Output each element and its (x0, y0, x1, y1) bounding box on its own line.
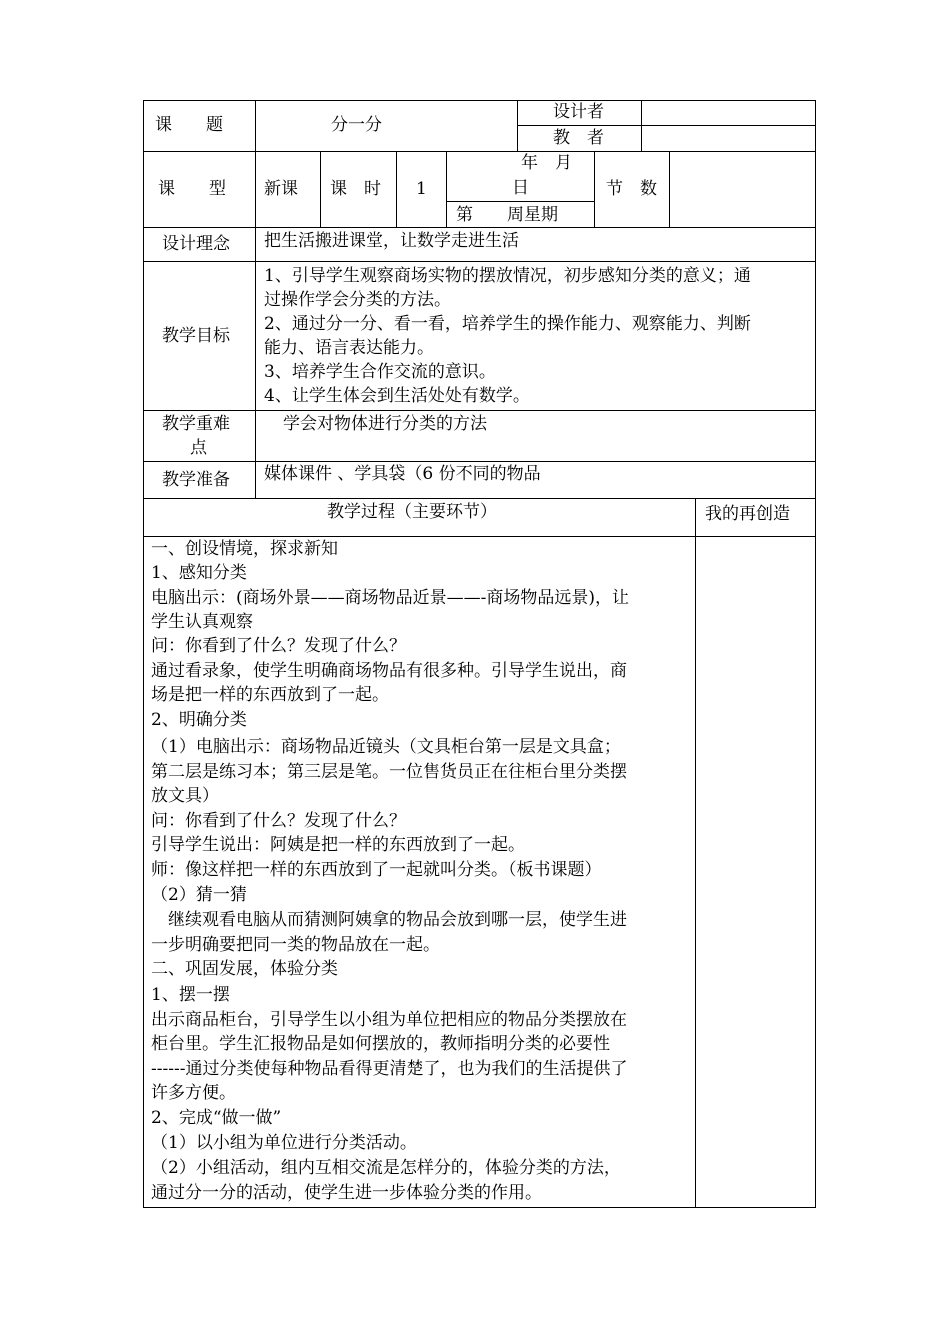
process-line: 出示商品柜台，引导学生以小组为单位把相应的物品分类摆放在 (151, 1010, 627, 1030)
rule-row2-bottom (143, 227, 816, 228)
section-label: 节 数 (606, 179, 657, 199)
process-line: 许多方便。 (151, 1083, 236, 1103)
rule-left (143, 100, 144, 1208)
process-line: 2、完成“做一做” (151, 1108, 282, 1128)
process-line: 2、明确分类 (151, 710, 247, 730)
process-line: 引导学生说出：阿姨是把一样的东西放到了一起。 (151, 835, 525, 855)
objective-line: 4、让学生体会到生活处处有数学。 (264, 386, 530, 406)
rule-row3-bottom (143, 261, 816, 262)
period-value: 1 (416, 179, 427, 199)
date-year-month: 年 月 (521, 153, 572, 173)
objective-line: 3、培养学生合作交流的意识。 (264, 362, 496, 382)
rule-bottom (143, 1207, 816, 1208)
design-concept-value: 把生活搬进课堂，让数学走进生活 (264, 231, 519, 251)
period-label: 课 时 (330, 179, 381, 199)
design-concept-label: 设计理念 (162, 234, 230, 254)
process-line: 学生认真观察 (151, 612, 253, 632)
rule-designer-right (641, 100, 642, 151)
key-points-label-line2: 点 (190, 438, 207, 458)
lesson-type-value: 新课 (264, 179, 298, 199)
date-day: 日 (512, 178, 529, 198)
rule-date-section (594, 151, 595, 227)
process-line: 通过分一分的活动，使学生进一步体验分类的作用。 (151, 1183, 542, 1203)
objective-line: 能力、语言表达能力。 (264, 338, 434, 358)
rule-row1-bottom (143, 151, 816, 152)
objective-line: 1、引导学生观察商场实物的摆放情况，初步感知分类的意义；通 (264, 266, 751, 286)
process-line: 第二层是练习本；第三层是笔。一位售货员正在往柜台里分类摆 (151, 762, 627, 782)
process-line: 师：像这样把一样的东西放到了一起就叫分类。（板书课题） (151, 860, 602, 880)
rule-label-col (255, 100, 256, 498)
topic-value: 分一分 (331, 115, 382, 135)
process-line: 场是把一样的东西放到了一起。 (151, 685, 389, 705)
rule-date-week (446, 201, 594, 202)
preparation-value: 媒体课件 、学具袋（6 份不同的物品 (264, 464, 541, 484)
preparation-label: 教学准备 (162, 470, 230, 490)
process-line: 1、摆一摆 (151, 985, 230, 1005)
rule-top (143, 100, 816, 101)
teacher-label: 教 者 (553, 128, 604, 148)
process-line: （1）电脑出示：商场物品近镜头（文具柜台第一层是文具盒； (151, 737, 621, 757)
rule-row6-bottom (143, 498, 816, 499)
process-line: 放文具） (151, 786, 219, 806)
rule-section-value (669, 151, 670, 227)
process-line: （2）小组活动，组内互相交流是怎样分的，体验分类的方法， (151, 1158, 621, 1178)
rule-value-date (446, 151, 447, 227)
rule-right (815, 100, 816, 1208)
week-text: 第 周星期 (456, 205, 558, 225)
key-points-label-line1: 教学重难 (162, 414, 230, 434)
rule-type-period (320, 151, 321, 227)
rule-row4-bottom (143, 410, 816, 411)
process-line: 继续观看电脑从而猜测阿姨拿的物品会放到哪一层，使学生进 (168, 910, 627, 930)
objective-line: 2、通过分一分、看一看，培养学生的操作能力、观察能力、判断 (264, 314, 751, 334)
process-line: ------通过分类使每种物品看得更清楚了，也为我们的生活提供了 (151, 1059, 628, 1079)
process-line: 通过看录象，使学生明确商场物品有很多种。引导学生说出，商 (151, 661, 627, 681)
process-line: 问：你看到了什么？发现了什么？ (151, 636, 406, 656)
objectives-label: 教学目标 (162, 326, 230, 346)
rule-designer-left (517, 100, 518, 151)
rule-period-value (396, 151, 397, 227)
lesson-type-label: 课 型 (158, 179, 226, 199)
process-line: （2）猜一猜 (151, 885, 247, 905)
process-line: 1、感知分类 (151, 563, 247, 583)
recreate-header: 我的再创造 (705, 504, 790, 524)
topic-label: 课 题 (155, 115, 223, 135)
objective-line: 过操作学会分类的方法。 (264, 290, 451, 310)
process-line: 柜台里。学生汇报物品是如何摆放的，教师指明分类的必要性 (151, 1034, 610, 1054)
rule-recreate-col (695, 498, 696, 1208)
process-line: （1）以小组为单位进行分类活动。 (151, 1133, 417, 1153)
process-line: 一、创设情境，探求新知 (151, 539, 338, 559)
process-line: 电脑出示：(商场外景——商场物品近景——-商场物品远景)，让 (151, 588, 630, 608)
process-line: 问：你看到了什么？发现了什么？ (151, 811, 406, 831)
process-header: 教学过程（主要环节） (327, 502, 497, 522)
key-points-value: 学会对物体进行分类的方法 (283, 414, 487, 434)
designer-label: 设计者 (553, 102, 604, 122)
process-line: 一步明确要把同一类的物品放在一起。 (151, 935, 440, 955)
process-line: 二、巩固发展，体验分类 (151, 959, 338, 979)
